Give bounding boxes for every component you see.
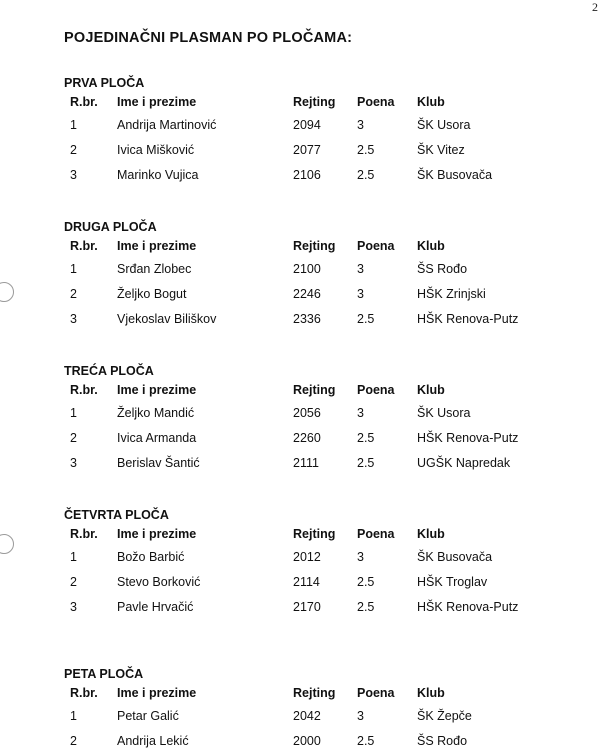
table-row (64, 426, 584, 451)
table-header (64, 236, 584, 257)
points-cell: 2.5 (357, 312, 375, 326)
table-row (64, 257, 584, 282)
rank-cell: 2 (70, 143, 77, 157)
board-title: ČETVRTA PLOČA (64, 508, 169, 522)
board-section-5 (64, 665, 584, 754)
board-section-1 (64, 74, 584, 188)
column-header-rating: Rejting (293, 686, 336, 700)
points-cell: 3 (357, 287, 364, 301)
player-name-cell: Andrija Lekić (117, 734, 189, 748)
rank-cell: 2 (70, 734, 77, 748)
table-row (64, 307, 584, 332)
club-cell: HŠK Renova-Putz (417, 600, 519, 614)
club-cell: ŠK Usora (417, 118, 471, 132)
column-header-name: Ime i prezime (117, 686, 197, 700)
rank-cell: 3 (70, 168, 77, 182)
board-title: TREĆA PLOČA (64, 364, 154, 378)
points-cell: 2.5 (357, 143, 375, 157)
table-row (64, 545, 584, 570)
points-cell: 2.5 (357, 734, 375, 748)
rating-cell: 2260 (293, 431, 321, 445)
player-name-cell: Vjekoslav Biliškov (117, 312, 217, 326)
rank-cell: 2 (70, 287, 77, 301)
player-name-cell: Željko Mandić (117, 406, 195, 420)
table-header (64, 524, 584, 545)
rank-cell: 2 (70, 431, 77, 445)
board-title: PRVA PLOČA (64, 76, 145, 90)
club-cell: ŠK Usora (417, 406, 471, 420)
column-header-name: Ime i prezime (117, 95, 197, 109)
points-cell: 3 (357, 550, 364, 564)
table-row (64, 570, 584, 595)
column-header-club: Klub (417, 686, 445, 700)
player-name-cell: Marinko Vujica (117, 168, 199, 182)
column-header-points: Poena (357, 383, 395, 397)
points-cell: 3 (357, 406, 364, 420)
document-title: POJEDINAČNI PLASMAN PO PLOČAMA: (64, 30, 353, 46)
club-cell: HŠK Troglav (417, 575, 488, 589)
club-cell: ŠS Rođo (417, 262, 468, 276)
column-header-rating: Rejting (293, 239, 336, 253)
rating-cell: 2100 (293, 262, 321, 276)
rating-cell: 2106 (293, 168, 321, 182)
club-cell: ŠK Busovača (417, 168, 493, 182)
player-name-cell: Berislav Šantić (117, 456, 200, 470)
rating-cell: 2056 (293, 406, 321, 420)
column-header-name: Ime i prezime (117, 527, 197, 541)
column-header-club: Klub (417, 383, 445, 397)
points-cell: 2.5 (357, 456, 375, 470)
table-row (64, 595, 584, 620)
column-header-rbr: R.br. (70, 239, 98, 253)
column-header-rbr: R.br. (70, 95, 98, 109)
rating-cell: 2111 (293, 456, 319, 470)
club-cell: ŠK Vitez (417, 143, 465, 157)
column-header-rating: Rejting (293, 527, 336, 541)
rating-cell: 2077 (293, 143, 321, 157)
player-name-cell: Stevo Borković (117, 575, 201, 589)
column-header-name: Ime i prezime (117, 383, 197, 397)
points-cell: 3 (357, 118, 364, 132)
rank-cell: 3 (70, 312, 77, 326)
table-row (64, 138, 584, 163)
table-row (64, 163, 584, 188)
rating-cell: 2000 (293, 734, 321, 748)
table-row (64, 451, 584, 476)
table-header (64, 683, 584, 704)
rank-cell: 1 (70, 550, 77, 564)
player-name-cell: Andrija Martinović (117, 118, 217, 132)
rating-cell: 2336 (293, 312, 321, 326)
rating-cell: 2246 (293, 287, 321, 301)
points-cell: 2.5 (357, 431, 375, 445)
rank-cell: 1 (70, 118, 77, 132)
column-header-rating: Rejting (293, 95, 336, 109)
rating-cell: 2094 (293, 118, 321, 132)
player-name-cell: Pavle Hrvačić (117, 600, 194, 614)
table-row (64, 729, 584, 754)
table-header (64, 92, 584, 113)
column-header-club: Klub (417, 95, 445, 109)
punch-hole (0, 534, 14, 554)
column-header-rbr: R.br. (70, 686, 98, 700)
rank-cell: 3 (70, 600, 77, 614)
column-header-club: Klub (417, 527, 445, 541)
points-cell: 2.5 (357, 600, 375, 614)
column-header-rating: Rejting (293, 383, 336, 397)
column-header-points: Poena (357, 527, 395, 541)
rating-cell: 2114 (293, 575, 320, 589)
rank-cell: 2 (70, 575, 77, 589)
column-header-name: Ime i prezime (117, 239, 197, 253)
column-header-points: Poena (357, 95, 395, 109)
points-cell: 2.5 (357, 168, 375, 182)
column-header-club: Klub (417, 239, 445, 253)
club-cell: ŠS Rođo (417, 734, 468, 748)
club-cell: ŠK Žepče (417, 709, 472, 723)
points-cell: 3 (357, 262, 364, 276)
table-header (64, 380, 584, 401)
column-header-points: Poena (357, 239, 395, 253)
points-cell: 3 (357, 709, 364, 723)
column-header-points: Poena (357, 686, 395, 700)
table-row (64, 282, 584, 307)
club-cell: HŠK Renova-Putz (417, 431, 519, 445)
rating-cell: 2012 (293, 550, 321, 564)
club-cell: HŠK Renova-Putz (417, 312, 519, 326)
punch-hole (0, 282, 14, 302)
board-section-3 (64, 362, 584, 476)
rank-cell: 1 (70, 709, 77, 723)
board-title: PETA PLOČA (64, 667, 144, 681)
table-row (64, 704, 584, 729)
table-row (64, 401, 584, 426)
player-name-cell: Ivica Mišković (117, 143, 195, 157)
points-cell: 2.5 (357, 575, 375, 589)
player-name-cell: Ivica Armanda (117, 431, 197, 445)
column-header-rbr: R.br. (70, 527, 98, 541)
column-header-rbr: R.br. (70, 383, 98, 397)
table-row (64, 113, 584, 138)
rank-cell: 1 (70, 406, 77, 420)
rank-cell: 1 (70, 262, 77, 276)
player-name-cell: Petar Galić (117, 709, 179, 723)
page-number: 2 (592, 0, 598, 14)
board-section-2 (64, 218, 584, 332)
rank-cell: 3 (70, 456, 77, 470)
player-name-cell: Željko Bogut (117, 287, 187, 301)
player-name-cell: Božo Barbić (117, 550, 185, 564)
rating-cell: 2042 (293, 709, 321, 723)
club-cell: ŠK Busovača (417, 550, 493, 564)
rating-cell: 2170 (293, 600, 321, 614)
club-cell: HŠK Zrinjski (417, 287, 486, 301)
board-title: DRUGA PLOČA (64, 220, 157, 234)
club-cell: UGŠK Napredak (417, 456, 511, 470)
player-name-cell: Srđan Zlobec (117, 262, 192, 276)
board-section-4 (64, 506, 584, 620)
